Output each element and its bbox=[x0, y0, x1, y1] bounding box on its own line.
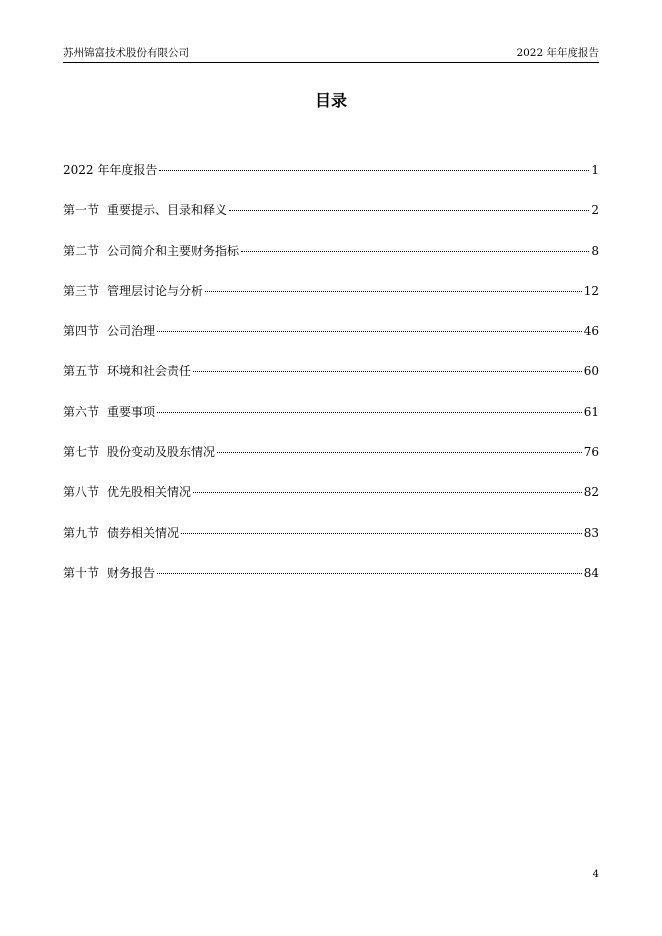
toc-entry-title: 2022 年年度报告 bbox=[63, 163, 158, 177]
toc-entry-title: 财务报告 bbox=[107, 565, 156, 580]
toc-page-number: 12 bbox=[583, 283, 599, 298]
toc-entry[interactable] bbox=[63, 241, 599, 281]
toc-entry[interactable] bbox=[63, 402, 599, 442]
toc-page-number: 82 bbox=[583, 485, 599, 500]
toc-leader bbox=[181, 533, 582, 534]
report-name: 2022 年年度报告 bbox=[516, 47, 599, 59]
toc-entry-title: 债券相关情况 bbox=[107, 525, 180, 540]
toc-label bbox=[63, 160, 157, 180]
toc-section-number: 第十节 bbox=[63, 565, 100, 580]
toc-entry[interactable] bbox=[63, 321, 599, 361]
toc-leader bbox=[193, 492, 582, 493]
toc-section-number: 第八节 bbox=[63, 485, 100, 500]
toc-page-number: 1 bbox=[591, 163, 599, 177]
toc-entry[interactable] bbox=[63, 361, 599, 401]
toc-entry[interactable] bbox=[63, 482, 599, 522]
toc-entry-title: 公司简介和主要财务指标 bbox=[107, 243, 240, 258]
toc-entry-title: 股份变动及股东情况 bbox=[107, 445, 216, 460]
toc-leader bbox=[205, 291, 582, 292]
toc-leader bbox=[157, 331, 582, 332]
toc-section-number: 第六节 bbox=[63, 404, 100, 419]
toc-label bbox=[63, 241, 239, 261]
toc-entry-title: 重要提示、目录和释义 bbox=[107, 203, 228, 218]
toc-page-number: 76 bbox=[583, 445, 599, 460]
toc-page-number: 83 bbox=[583, 525, 599, 540]
toc-section-number: 第四节 bbox=[63, 324, 100, 339]
toc-entry-title: 环境和社会责任 bbox=[107, 364, 192, 379]
toc-section-number: 第一节 bbox=[63, 203, 100, 218]
toc-entry[interactable] bbox=[63, 563, 599, 603]
toc-section-number: 第三节 bbox=[63, 283, 100, 298]
toc-entry[interactable] bbox=[63, 160, 599, 200]
toc-page-number: 2 bbox=[591, 203, 599, 218]
toc-page-number: 46 bbox=[583, 324, 599, 339]
toc-entry[interactable] bbox=[63, 523, 599, 563]
toc-leader bbox=[157, 412, 582, 413]
toc-section-number: 第五节 bbox=[63, 364, 100, 379]
toc-label bbox=[63, 402, 155, 422]
page-number: 4 bbox=[592, 869, 599, 880]
toc-page-number: 84 bbox=[583, 565, 599, 580]
table-of-contents bbox=[63, 160, 599, 603]
toc-label bbox=[63, 321, 155, 341]
toc-entry[interactable] bbox=[63, 442, 599, 482]
toc-entry[interactable] bbox=[63, 200, 599, 240]
toc-entry-title: 管理层讨论与分析 bbox=[107, 283, 204, 298]
toc-label bbox=[63, 281, 203, 301]
toc-leader bbox=[159, 170, 589, 171]
toc-entry-title: 重要事项 bbox=[107, 404, 156, 419]
toc-leader bbox=[193, 371, 582, 372]
toc-entry-title: 公司治理 bbox=[107, 324, 156, 339]
page-title: 目录 bbox=[314, 91, 347, 110]
toc-section-number: 第七节 bbox=[63, 445, 100, 460]
toc-leader bbox=[217, 452, 582, 453]
toc-label bbox=[63, 361, 191, 381]
toc-section-number: 第九节 bbox=[63, 525, 100, 540]
toc-label bbox=[63, 482, 191, 502]
toc-leader bbox=[241, 251, 589, 252]
toc-entry-title: 优先股相关情况 bbox=[107, 485, 192, 500]
page-header bbox=[63, 44, 599, 63]
toc-leader bbox=[229, 210, 589, 211]
toc-page-number: 61 bbox=[583, 404, 599, 419]
toc-label bbox=[63, 442, 215, 462]
toc-leader bbox=[157, 573, 582, 574]
toc-label bbox=[63, 200, 227, 220]
toc-page-number: 60 bbox=[583, 364, 599, 379]
toc-page-number: 8 bbox=[591, 243, 599, 258]
toc-label bbox=[63, 563, 155, 583]
toc-entry[interactable] bbox=[63, 281, 599, 321]
toc-section-number: 第二节 bbox=[63, 243, 100, 258]
toc-label bbox=[63, 523, 179, 543]
company-name: 苏州锦富技术股份有限公司 bbox=[63, 47, 189, 59]
